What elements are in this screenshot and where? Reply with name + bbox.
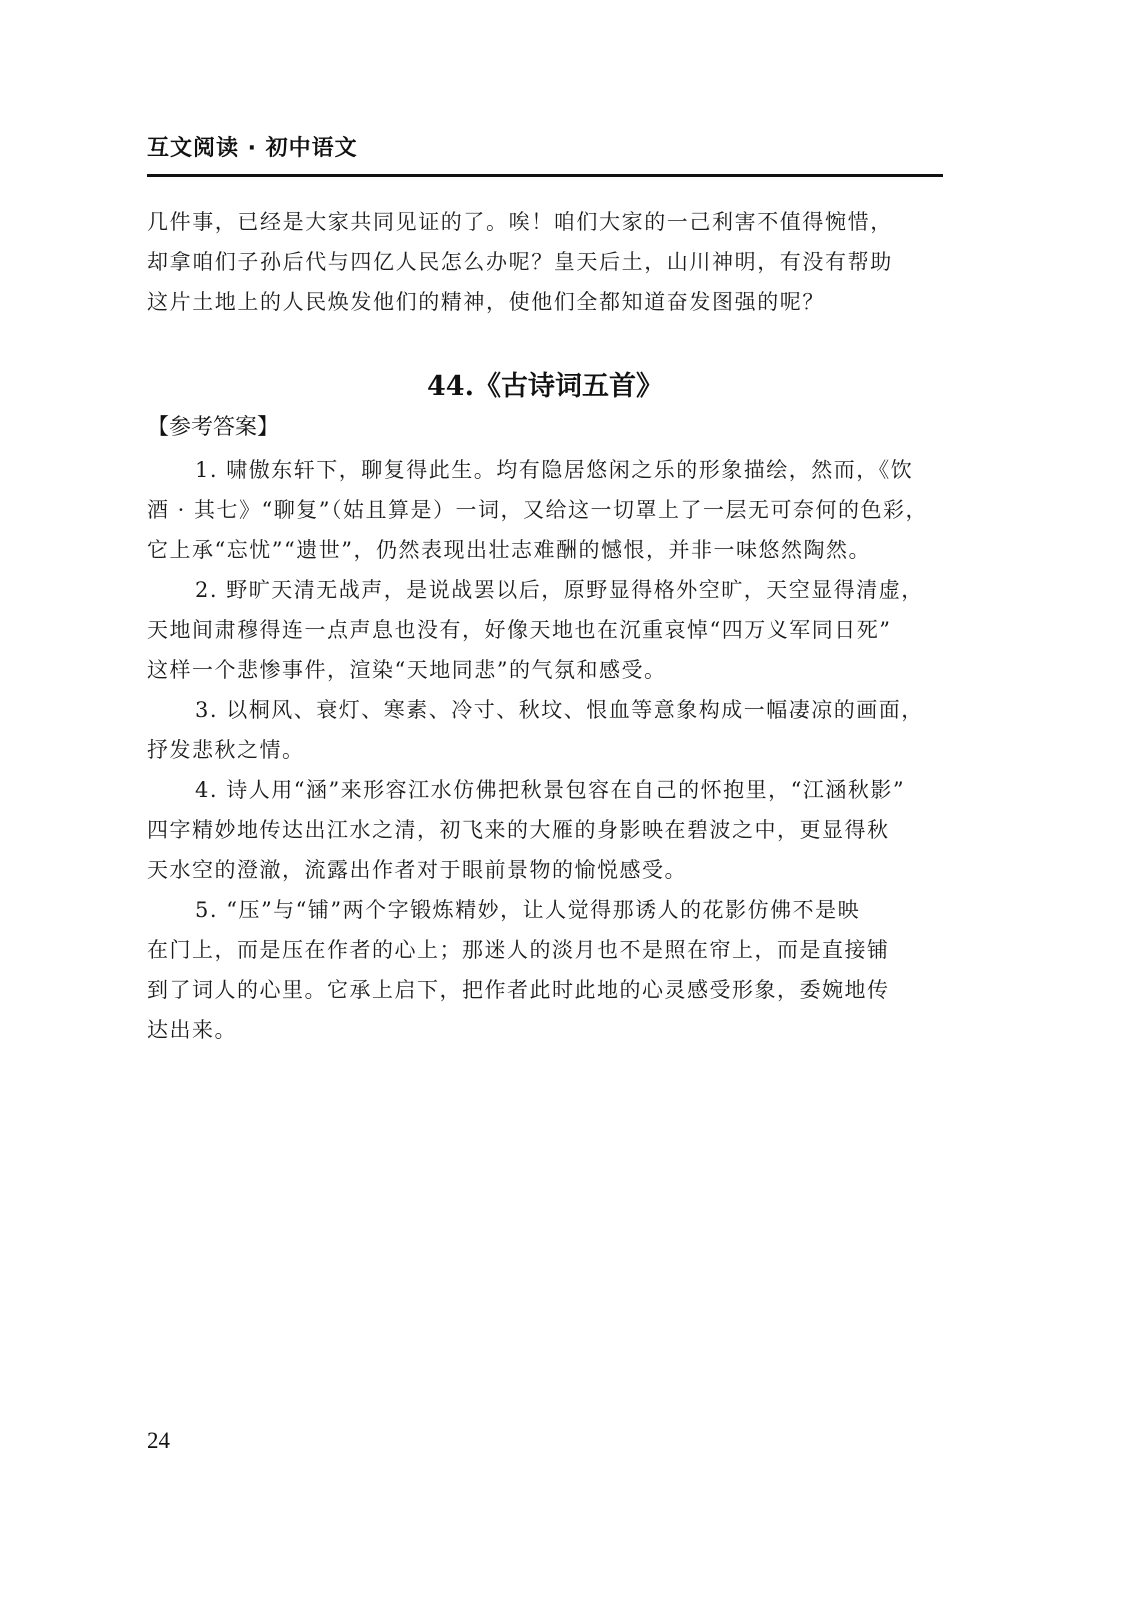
answer-list [147,450,947,1050]
text-line: 它上承“忘忧”“遗世”，仍然表现出壮志难酬的憾恨，并非一味悠然陶然。 [147,538,871,562]
text-line: 天水空的澄澈，流露出作者对于眼前景物的愉悦感受。 [147,858,687,882]
text-line: 这片土地上的人民焕发他们的精神，使他们全都知道奋发图强的呢？ [147,290,825,314]
text-line: 酒 · 其七》“聊复”（姑且算是）一词，又给这一切罩上了一层无可奈何的色彩， [147,498,928,522]
text-line: 达出来。 [147,1018,237,1042]
text-line: 这样一个悲惨事件，渲染“天地同悲”的气氛和感受。 [147,658,667,682]
text-line: 抒发悲秋之情。 [147,738,305,762]
text-line: 5. “压”与“铺”两个字锻炼精妙，让人觉得那诱人的花影仿佛不是映 [195,898,861,922]
running-header: 互文阅读 · 初中语文 [147,136,358,161]
text-line: 到了词人的心里。它承上启下，把作者此时此地的心灵感受形象，委婉地传 [147,978,890,1002]
answer-item-1 [147,450,947,570]
answer-item-5 [147,890,947,1050]
page-number: 24 [147,1428,170,1453]
answer-label: 【参考答案】 [147,415,280,440]
answer-item-2 [147,570,947,690]
section-title: 44.《古诗词五首》 [427,371,663,402]
text-line: 2. 野旷天清无战声，是说战罢以后，原野显得格外空旷，天空显得清虚， [195,578,924,602]
text-line: 3. 以桐风、衰灯、寒素、冷寸、秋坟、恨血等意象构成一幅凄凉的画面， [195,698,924,722]
text-line: 4. 诗人用“涵”来形容江水仿佛把秋景包容在自己的怀抱里，“江涵秋影” [195,778,906,802]
text-line: 却拿咱们子孙后代与四亿人民怎么办呢？皇天后土，山川神明，有没有帮助 [147,250,893,274]
header-rule [147,174,943,177]
previous-passage-continuation [147,202,947,322]
text-line: 天地间肃穆得连一点声息也没有，好像天地也在沉重哀悼“四万义军同日死” [147,618,892,642]
answer-item-4 [147,770,947,890]
text-line: 几件事，已经是大家共同见证的了。唉！咱们大家的一己利害不值得惋惜， [147,210,893,234]
text-line: 在门上，而是压在作者的心上；那迷人的淡月也不是照在帘上，而是直接铺 [147,938,890,962]
text-line: 四字精妙地传达出江水之清，初飞来的大雁的身影映在碧波之中，更显得秋 [147,818,890,842]
text-line: 1. 啸傲东轩下，聊复得此生。均有隐居悠闲之乐的形象描绘，然而，《饮 [195,458,914,482]
answer-item-3 [147,690,947,770]
